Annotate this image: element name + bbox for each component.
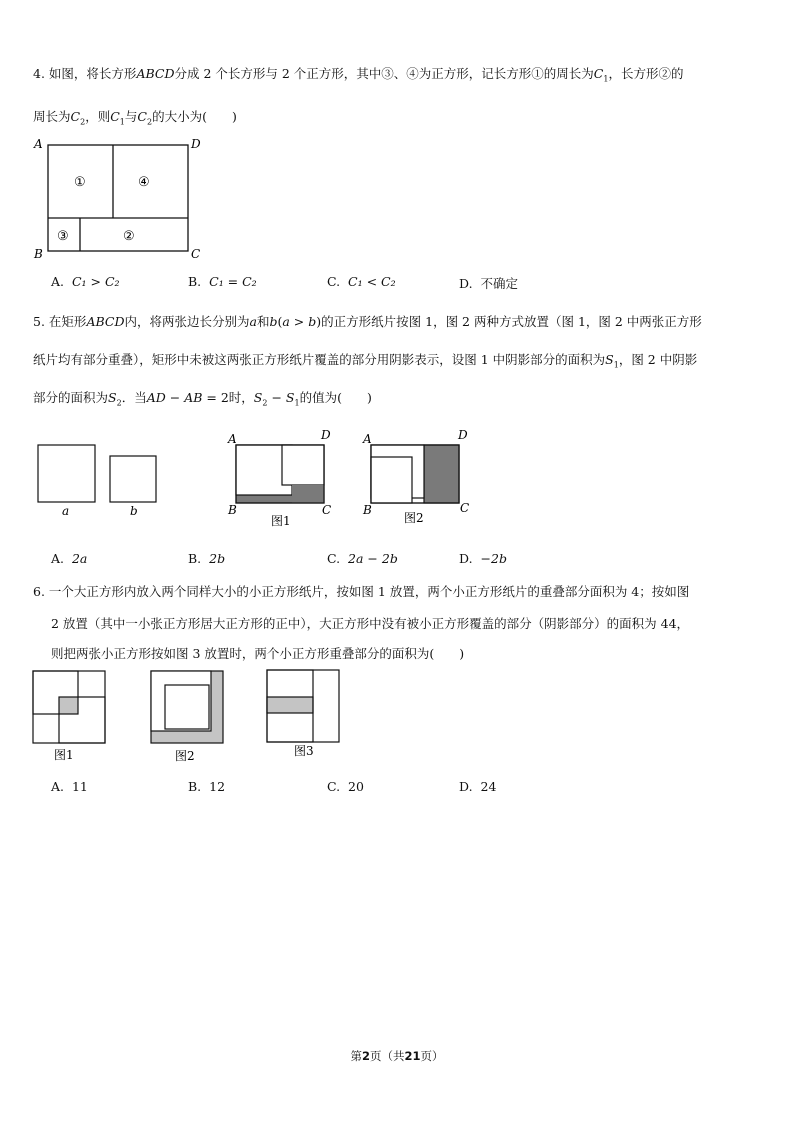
option-key: D.	[459, 276, 473, 291]
option-text: C₁ = C₂	[209, 274, 257, 289]
option-key: C.	[327, 779, 341, 794]
q6-line1	[33, 582, 689, 600]
option-key: C.	[327, 274, 341, 289]
q5-text: 和	[256, 314, 270, 329]
square-b	[110, 456, 156, 502]
q5-line1: 5. 在矩形ABCD内，将两张边长分别为a和b(a > b)的正方形纸片按图 1，图 2 两种方式放置（图 1，图 2 中两张正方形	[33, 314, 702, 329]
q5-text: 的正方形纸片按图 1，图 2 两种方式放置（图 1，图 2 中两张正方形	[321, 314, 702, 329]
q4-outer-rect	[48, 145, 188, 251]
q4-region-4: ④	[138, 175, 150, 190]
q6-fig2	[151, 671, 223, 743]
option-key: A.	[51, 274, 65, 289]
q4-figure	[30, 134, 210, 264]
option-text: 12	[209, 779, 226, 794]
q4-text-1b: 分成 2 个长方形与 2 个正方形，其中③、④为正方形，记长方形①的周长为	[174, 66, 594, 81]
option-text: C₁ < C₂	[348, 274, 396, 289]
option-text: 2a − 2b	[348, 551, 398, 566]
footer-page-number: 2	[361, 1049, 370, 1063]
footer-middle: 页（共	[370, 1049, 405, 1063]
option-text: 2b	[209, 551, 226, 566]
q4-c1-b: C	[110, 109, 120, 124]
q5-text: 的值为( )	[299, 390, 372, 405]
footer-suffix: 页）	[420, 1049, 444, 1063]
q5-line3: 部分的面积为$S_2$．当AD − AB = 2时，$S_2 - S_1$的值为( )	[33, 390, 372, 408]
q4-text-2d: 的大小为( )	[152, 109, 237, 124]
q5-text: 内，将两张边长分别为	[124, 314, 250, 329]
option-text: 不确定	[480, 276, 519, 291]
q4-option-d[interactable]	[459, 274, 518, 292]
option-key: D.	[459, 551, 473, 566]
q4-line1: 4. 如图，将长方形ABCD分成 2 个长方形与 2 个正方形，其中③、④为正方形，记长方形①的周长为$C_1$，长方形②的	[33, 66, 684, 84]
q5-fig2	[371, 445, 459, 503]
fig1-label-A: A	[228, 432, 237, 446]
q6-line2	[51, 614, 689, 632]
q4-region-3: ③	[57, 229, 69, 244]
q5-option-b[interactable]	[188, 551, 225, 566]
q4-number: 4.	[33, 66, 45, 81]
q5-line2: 纸片均有部分重叠），矩形中未被这两张正方形纸片覆盖的部分用阴影表示，设图 1 中阴影部分的面积为$S_1$，图 2 中阴影	[33, 352, 698, 370]
q5-text: 部分的面积为	[33, 390, 109, 405]
square-a	[38, 445, 95, 502]
q4-label-D: D	[191, 137, 201, 151]
fig1-label-C: C	[322, 503, 332, 517]
q6-text: 则把两张小正方形按如图 3 放置时，两个小正方形重叠部分的面积为( )	[51, 646, 465, 661]
q4-region-2: ②	[123, 229, 135, 244]
option-key: C.	[327, 551, 341, 566]
q5-text: 时，	[228, 390, 254, 405]
q5-number: 5.	[33, 314, 45, 329]
q4-option-a[interactable]	[51, 274, 120, 289]
q4-text-2c: 与	[124, 109, 138, 124]
q4-c2-a: C	[70, 109, 81, 124]
q5-abcd: ABCD	[86, 314, 125, 329]
q5-option-c[interactable]	[327, 551, 398, 566]
q4-option-c[interactable]	[327, 274, 396, 289]
q6-line3	[51, 644, 464, 662]
q6-fig1	[33, 671, 105, 743]
q6-fig3-caption: 图3	[294, 744, 314, 758]
q6-fig1-caption: 图1	[54, 748, 74, 762]
fig2-caption: 图2	[404, 511, 424, 525]
fig2-label-B: B	[363, 503, 372, 517]
q6-option-d[interactable]	[459, 779, 496, 794]
option-key: B.	[188, 274, 202, 289]
q6-option-b[interactable]	[188, 779, 225, 794]
option-key: B.	[188, 551, 202, 566]
q4-c2-b: C	[137, 109, 147, 124]
label-a: a	[62, 504, 70, 518]
option-text: 24	[480, 779, 497, 794]
q4-text-1a: 如图，将长方形	[48, 66, 137, 81]
label-b: b	[130, 504, 138, 518]
q6-number: 6.	[33, 584, 45, 599]
q4-text-2a: 周长为	[33, 109, 71, 124]
q6-figure	[30, 668, 350, 768]
fig1-label-D: D	[321, 428, 331, 442]
q4-text-1c: ，长方形②的	[608, 66, 684, 81]
q6-fig2-caption: 图2	[175, 749, 195, 763]
fig2-label-C: C	[460, 501, 470, 515]
q4-option-b[interactable]	[188, 274, 257, 289]
q5-text: ，图 2 中阴影	[618, 352, 698, 367]
fig1-caption: 图1	[271, 514, 291, 528]
q4-text-2b: ，则	[85, 109, 111, 124]
q5-fig1	[236, 445, 324, 503]
q4-line2: 周长为$C_2$，则$C_1$与$C_2$的大小为( )	[33, 109, 237, 127]
q4-region-1: ①	[74, 175, 86, 190]
q6-option-c[interactable]	[327, 779, 364, 794]
q4-label-C: C	[191, 247, 201, 261]
option-text: 11	[71, 779, 88, 794]
q4-c1: C	[593, 66, 604, 81]
option-text: C₁ > C₂	[71, 274, 120, 289]
footer-total-pages: 21	[404, 1049, 421, 1063]
q4-label-A: A	[34, 137, 43, 151]
q6-option-a[interactable]	[51, 779, 88, 794]
option-key: D.	[459, 779, 473, 794]
q5-text: ．当	[121, 390, 147, 405]
page-footer	[0, 1048, 794, 1064]
option-key: A.	[51, 779, 65, 794]
q6-text: 一个大正方形内放入两个同样大小的小正方形纸片，按如图 1 放置，两个小正方形纸片的重叠部分面积为 4；按如图	[48, 584, 690, 599]
q5-option-a[interactable]	[51, 551, 87, 566]
q5-text: 在矩形	[48, 314, 87, 329]
option-key: A.	[51, 551, 65, 566]
option-key: B.	[188, 779, 202, 794]
option-text: 20	[348, 779, 364, 794]
option-text: −2b	[480, 551, 507, 566]
fig2-label-D: D	[458, 428, 468, 442]
q5-option-d[interactable]	[459, 551, 507, 566]
q5-figure	[30, 425, 480, 535]
fig2-label-A: A	[363, 432, 372, 446]
q4-label-B: B	[34, 247, 43, 261]
q4-abcd: ABCD	[136, 66, 175, 81]
footer-prefix: 第	[350, 1049, 362, 1063]
q6-fig3	[267, 670, 339, 742]
q6-text: 2 放置（其中一小张正方形居大正方形的正中），大正方形中没有被小正方形覆盖的部分（阴影部分）的面积为 44，	[51, 616, 690, 631]
option-text: 2a	[71, 551, 88, 566]
fig1-label-B: B	[228, 503, 237, 517]
q5-text: 纸片均有部分重叠），矩形中未被这两张正方形纸片覆盖的部分用阴影表示，设图 1 中阴影部分的面积为	[33, 352, 606, 367]
